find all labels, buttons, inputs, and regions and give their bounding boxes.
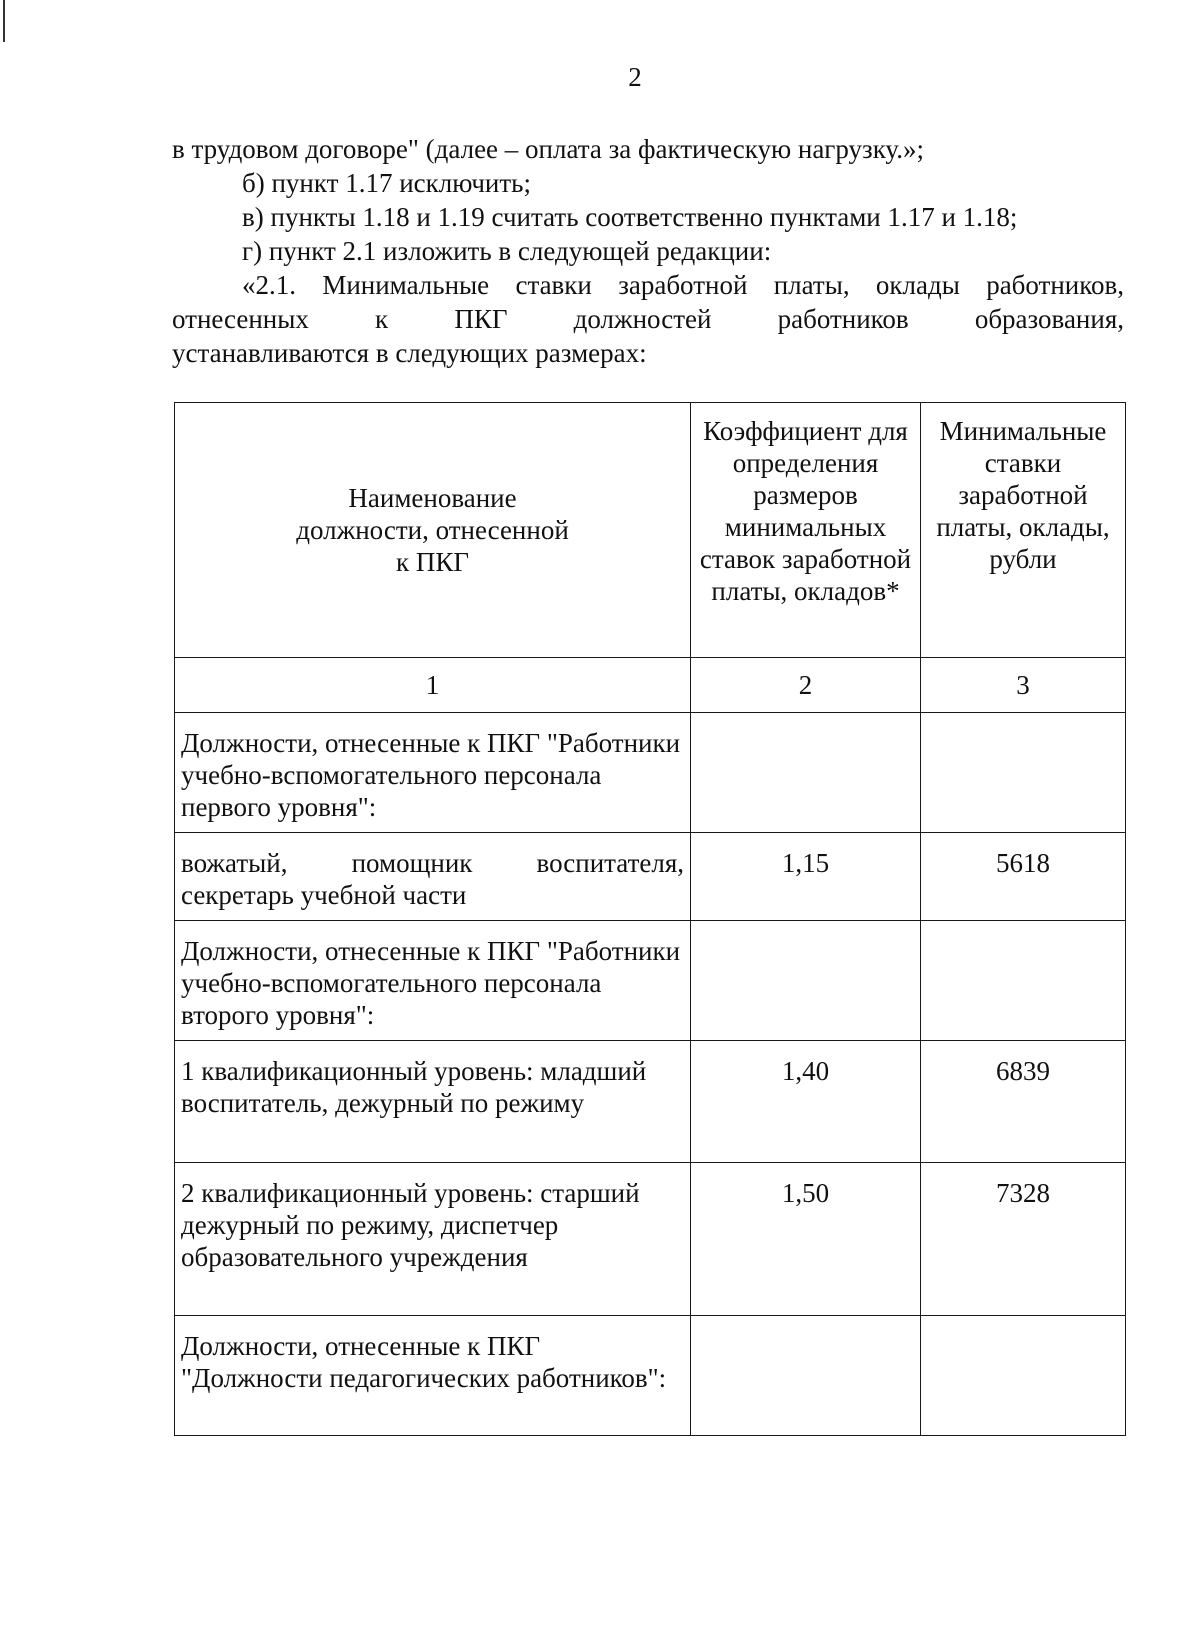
paragraph-2: б) пункт 1.17 исключить; xyxy=(242,168,531,198)
row-min-rate xyxy=(921,713,1126,833)
row-min-rate xyxy=(921,921,1126,1041)
table-row xyxy=(175,1041,1126,1163)
row-coefficient: 1,40 xyxy=(691,1041,921,1163)
row-min-rate: 6839 xyxy=(921,1041,1126,1163)
header-coefficient: Коэффициент для определения размеров минимальных ставок заработной платы, окладов* xyxy=(691,403,921,658)
row-coefficient: 1,50 xyxy=(691,1163,921,1316)
row-coefficient xyxy=(691,921,921,1041)
salary-table xyxy=(174,402,1126,1436)
column-number: 1 xyxy=(175,658,691,713)
row-min-rate: 5618 xyxy=(921,833,1126,921)
row-coefficient xyxy=(691,713,921,833)
table-header-row xyxy=(175,403,1126,658)
row-min-rate xyxy=(921,1316,1126,1436)
paragraph-5-line-3: устанавливаются в следующих размерах: xyxy=(172,338,647,368)
table-row xyxy=(175,1316,1126,1436)
row-coefficient: 1,15 xyxy=(691,833,921,921)
table-numbering-row xyxy=(175,658,1126,713)
row-coefficient xyxy=(691,1316,921,1436)
row-position-name: 1 квалификационный уровень: младший воспитатель, дежурный по режиму xyxy=(175,1041,691,1163)
paragraph-4: г) пункт 2.1 изложить в следующей редакции: xyxy=(242,236,772,266)
column-number: 3 xyxy=(921,658,1126,713)
paragraph-5-line-2: отнесенных к ПКГ должностей работников образования, xyxy=(172,304,1124,334)
row-position-name: вожатый, помощник воспитателя, секретарь учебной части xyxy=(175,833,691,921)
column-number: 2 xyxy=(691,658,921,713)
paragraph-1: в трудовом договоре" (далее – оплата за фактическую нагрузку.»; xyxy=(172,134,924,164)
table-row xyxy=(175,1163,1126,1316)
row-min-rate: 7328 xyxy=(921,1163,1126,1316)
paragraph-5-line-1: «2.1. Минимальные ставки заработной платы, оклады работников, xyxy=(242,270,1124,300)
scan-edge-mark xyxy=(3,0,5,42)
document-body xyxy=(172,132,1124,370)
paragraph-3: в) пункты 1.18 и 1.19 считать соответственно пунктами 1.17 и 1.18; xyxy=(242,202,1018,232)
page-number: 2 xyxy=(628,62,642,92)
row-position-name: Должности, отнесенные к ПКГ "Работники учебно-вспомогательного персонала второго уровня": xyxy=(175,921,691,1041)
row-position-name: Должности, отнесенные к ПКГ "Работники учебно-вспомогательного персонала первого уровня": xyxy=(175,713,691,833)
header-min-rate: Минимальные ставки заработной платы, оклады, рубли xyxy=(921,403,1126,658)
row-position-name: Должности, отнесенные к ПКГ "Должности педагогических работников": xyxy=(175,1316,691,1436)
header-position-name: Наименование должности, отнесенной к ПКГ xyxy=(175,403,691,658)
table-row xyxy=(175,833,1126,921)
row-position-name: 2 квалификационный уровень: старший дежурный по режиму, диспетчер образовательного учреждения xyxy=(175,1163,691,1316)
table-row xyxy=(175,713,1126,833)
table-row xyxy=(175,921,1126,1041)
